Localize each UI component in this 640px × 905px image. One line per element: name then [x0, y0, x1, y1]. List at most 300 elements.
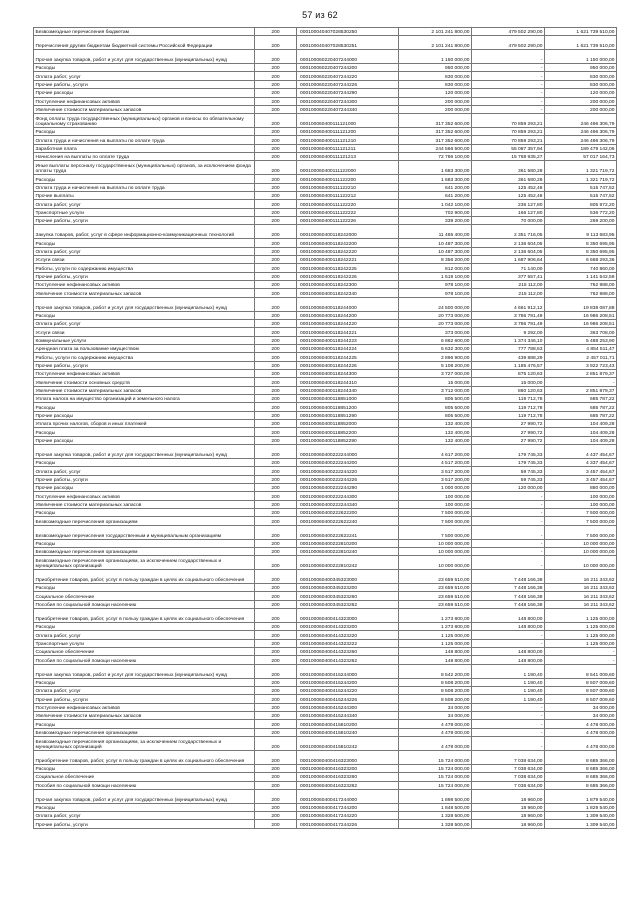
- budget-classification-code-cell: 000100060400118852290: [297, 436, 399, 444]
- executed-amount-cell: 70 859 293,21: [472, 136, 545, 144]
- expense-name-cell: Безвозмездные перечисления бюджетам: [34, 28, 255, 36]
- remaining-amount-cell: 100 000,00: [545, 492, 617, 500]
- line-code-cell: 200: [255, 183, 297, 191]
- line-code-cell: 200: [255, 720, 297, 728]
- line-code-cell: 200: [255, 664, 297, 678]
- approved-amount-cell: 5 632 300,00: [399, 344, 472, 352]
- executed-amount-cell: 27 990,72: [472, 420, 545, 428]
- line-code-cell: 200: [255, 105, 297, 113]
- executed-amount-cell: 70 000,00: [472, 217, 545, 225]
- line-code-cell: 200: [255, 97, 297, 105]
- approved-amount-cell: 148 800,00: [399, 648, 472, 656]
- line-code-cell: 200: [255, 264, 297, 272]
- expense-name-cell: Фонд оплаты труда государственных (муниципальных) органов и взносы по обязательному социальному страхованию: [34, 114, 255, 128]
- approved-amount-cell: 3 517 200,00: [399, 467, 472, 475]
- remaining-amount-cell: 1 141 542,59: [545, 272, 617, 280]
- budget-classification-code-cell: 000100060400118244225: [297, 353, 399, 361]
- executed-amount-cell: -: [472, 89, 545, 97]
- remaining-amount-cell: 16 211 343,62: [545, 600, 617, 608]
- expense-name-cell: Расходы: [34, 403, 255, 411]
- remaining-amount-cell: 1 621 739 510,00: [545, 28, 617, 36]
- executed-amount-cell: 479 502 290,00: [472, 36, 545, 50]
- budget-classification-code-cell: 000100060400118244223: [297, 336, 399, 344]
- budget-classification-code-cell: 000100060400222244226: [297, 475, 399, 483]
- remaining-amount-cell: 830 000,00: [545, 72, 617, 80]
- line-code-cell: 200: [255, 556, 297, 570]
- remaining-amount-cell: 3 457 454,67: [545, 475, 617, 483]
- expense-name-cell: Прочая закупка товаров, работ и услуг для государственных (муниципальных) нужд: [34, 789, 255, 803]
- expense-name-cell: Прочие работы, услуги: [34, 820, 255, 828]
- remaining-amount-cell: 1 125 000,00: [545, 623, 617, 631]
- line-code-cell: 200: [255, 411, 297, 419]
- table-row: [34, 737, 617, 751]
- approved-amount-cell: 23 659 510,00: [399, 600, 472, 608]
- approved-amount-cell: 3 517 200,00: [399, 475, 472, 483]
- budget-classification-code-cell: 000100060220407244340: [297, 105, 399, 113]
- approved-amount-cell: 978 100,00: [399, 289, 472, 297]
- approved-amount-cell: 830 000,00: [399, 72, 472, 80]
- approved-amount-cell: 200 000,00: [399, 105, 472, 113]
- budget-classification-code-cell: 000100060400118244300: [297, 370, 399, 378]
- remaining-amount-cell: 762 988,00: [545, 281, 617, 289]
- table-row: [34, 773, 617, 781]
- remaining-amount-cell: 57 017 164,73: [545, 153, 617, 161]
- approved-amount-cell: 6 862 600,00: [399, 336, 472, 344]
- approved-amount-cell: 1 273 800,00: [399, 623, 472, 631]
- remaining-amount-cell: 100 000,00: [545, 500, 617, 508]
- expense-name-cell: Прочая закупка товаров, работ и услуг для государственных (муниципальных) нужд: [34, 664, 255, 678]
- line-code-cell: 200: [255, 436, 297, 444]
- line-code-cell: 200: [255, 72, 297, 80]
- remaining-amount-cell: 34 000,00: [545, 703, 617, 711]
- expense-name-cell: Увеличение стоимости материальных запасов: [34, 386, 255, 394]
- executed-amount-cell: 9 292,00: [472, 328, 545, 336]
- expense-name-cell: Прочие работы, услуги: [34, 217, 255, 225]
- remaining-amount-cell: 19 838 087,88: [545, 297, 617, 311]
- table-row: [34, 484, 617, 492]
- budget-classification-code-cell: 000100060400118244200: [297, 311, 399, 319]
- remaining-amount-cell: 1 829 540,00: [545, 803, 617, 811]
- remaining-amount-cell: 1 321 719,72: [545, 175, 617, 183]
- expenditure-table: [33, 27, 617, 829]
- line-code-cell: 200: [255, 255, 297, 263]
- budget-classification-code-cell: 000100060400416323260: [297, 773, 399, 781]
- remaining-amount-cell: 7 500 000,00: [545, 525, 617, 539]
- executed-amount-cell: -: [472, 720, 545, 728]
- table-row: [34, 183, 617, 191]
- table-row: [34, 592, 617, 600]
- executed-amount-cell: 59 745,33: [472, 475, 545, 483]
- executed-amount-cell: 479 502 290,00: [472, 28, 545, 36]
- approved-amount-cell: 8 356 200,00: [399, 255, 472, 263]
- expense-name-cell: Расходы: [34, 584, 255, 592]
- remaining-amount-cell: 4 854 511,47: [545, 344, 617, 352]
- remaining-amount-cell: 2 457 011,71: [545, 353, 617, 361]
- table-row: [34, 631, 617, 639]
- approved-amount-cell: 641 200,00: [399, 192, 472, 200]
- remaining-amount-cell: 269 200,00: [545, 217, 617, 225]
- approved-amount-cell: 1 125 000,00: [399, 639, 472, 647]
- table-row: [34, 458, 617, 466]
- expense-name-cell: Прочие работы, услуги: [34, 695, 255, 703]
- remaining-amount-cell: 10 000 000,00: [545, 556, 617, 570]
- budget-classification-code-cell: 000100060400111122200: [297, 175, 399, 183]
- line-code-cell: 200: [255, 686, 297, 694]
- budget-classification-code-cell: 000100060400111121000: [297, 114, 399, 128]
- budget-classification-code-cell: 000100060400222244000: [297, 445, 399, 459]
- approved-amount-cell: 120 000,00: [399, 89, 472, 97]
- approved-amount-cell: 200 000,00: [399, 97, 472, 105]
- line-code-cell: 200: [255, 247, 297, 255]
- budget-classification-code-cell: 000100060400415244000: [297, 664, 399, 678]
- budget-classification-code-cell: 000100060400118242225: [297, 264, 399, 272]
- remaining-amount-cell: 189 479 142,06: [545, 144, 617, 152]
- expense-name-cell: Услуги связи: [34, 255, 255, 263]
- expense-name-cell: Расходы: [34, 764, 255, 772]
- line-code-cell: 200: [255, 239, 297, 247]
- expense-name-cell: Работы, услуги по содержанию имущества: [34, 264, 255, 272]
- executed-amount-cell: -: [472, 517, 545, 525]
- executed-amount-cell: 361 580,28: [472, 161, 545, 175]
- table-row: [34, 217, 617, 225]
- table-row: [34, 600, 617, 608]
- expense-name-cell: Оплата работ, услуг: [34, 200, 255, 208]
- executed-amount-cell: 148 800,00: [472, 623, 545, 631]
- table-row: [34, 239, 617, 247]
- executed-amount-cell: -: [472, 728, 545, 736]
- line-code-cell: 200: [255, 728, 297, 736]
- line-code-cell: 200: [255, 36, 297, 50]
- executed-amount-cell: 27 990,72: [472, 436, 545, 444]
- table-row: [34, 728, 617, 736]
- remaining-amount-cell: 2 851 879,37: [545, 370, 617, 378]
- approved-amount-cell: 1 683 300,00: [399, 161, 472, 175]
- executed-amount-cell: -: [472, 639, 545, 647]
- line-code-cell: 200: [255, 570, 297, 584]
- line-code-cell: 200: [255, 319, 297, 327]
- table-row: [34, 289, 617, 297]
- approved-amount-cell: 805 500,00: [399, 403, 472, 411]
- table-row: [34, 547, 617, 555]
- line-code-cell: 200: [255, 144, 297, 152]
- expense-name-cell: Расходы: [34, 311, 255, 319]
- expense-name-cell: Заработная плата: [34, 144, 255, 152]
- executed-amount-cell: 236 127,80: [472, 200, 545, 208]
- budget-classification-code-cell: 000100060400222244340: [297, 500, 399, 508]
- executed-amount-cell: -: [472, 703, 545, 711]
- budget-classification-code-cell: 000100060400416323200: [297, 764, 399, 772]
- table-row: [34, 517, 617, 525]
- line-code-cell: 200: [255, 631, 297, 639]
- line-code-cell: 200: [255, 648, 297, 656]
- remaining-amount-cell: 1 125 000,00: [545, 631, 617, 639]
- line-code-cell: 200: [255, 225, 297, 239]
- expense-name-cell: Расходы: [34, 128, 255, 136]
- approved-amount-cell: 20 773 000,00: [399, 311, 472, 319]
- table-row: [34, 225, 617, 239]
- expense-name-cell: Оплата работ, услуг: [34, 686, 255, 694]
- line-code-cell: 200: [255, 781, 297, 789]
- budget-classification-code-cell: 000100060400417244000: [297, 789, 399, 803]
- expense-name-cell: Расходы: [34, 458, 255, 466]
- expense-name-cell: Прочие работы, услуги: [34, 475, 255, 483]
- remaining-amount-cell: 8 685 366,00: [545, 773, 617, 781]
- remaining-amount-cell: 16 211 343,62: [545, 592, 617, 600]
- budget-classification-code-cell: 000100060400118851000: [297, 395, 399, 403]
- table-row: [34, 114, 617, 128]
- budget-classification-code-cell: 000100060400118244221: [297, 328, 399, 336]
- table-row: [34, 344, 617, 352]
- expense-name-cell: Поступление нефинансовых активов: [34, 492, 255, 500]
- line-code-cell: 200: [255, 361, 297, 369]
- executed-amount-cell: -: [472, 492, 545, 500]
- budget-classification-code-cell: 000100060400415810242: [297, 737, 399, 751]
- approved-amount-cell: 11 465 400,00: [399, 225, 472, 239]
- executed-amount-cell: 120 000,00: [472, 484, 545, 492]
- budget-classification-code-cell: 000100060400118244310: [297, 378, 399, 386]
- remaining-amount-cell: 1 321 719,72: [545, 161, 617, 175]
- table-row: [34, 378, 617, 386]
- budget-classification-code-cell: 000100060400111122222: [297, 208, 399, 216]
- line-code-cell: 200: [255, 517, 297, 525]
- table-row: [34, 36, 617, 50]
- remaining-amount-cell: 8 507 009,60: [545, 686, 617, 694]
- table-row: [34, 656, 617, 664]
- executed-amount-cell: 3 786 791,49: [472, 319, 545, 327]
- line-code-cell: 200: [255, 803, 297, 811]
- page-number: 57 из 62: [302, 10, 338, 20]
- executed-amount-cell: -: [472, 509, 545, 517]
- line-code-cell: 200: [255, 386, 297, 394]
- executed-amount-cell: 179 745,33: [472, 458, 545, 466]
- budget-classification-code-cell: 000100060400415244300: [297, 703, 399, 711]
- line-code-cell: 200: [255, 128, 297, 136]
- approved-amount-cell: 10 000 000,00: [399, 547, 472, 555]
- approved-amount-cell: 317 352 600,00: [399, 114, 472, 128]
- line-code-cell: 200: [255, 484, 297, 492]
- budget-classification-code-cell: 000100060400118244224: [297, 344, 399, 352]
- line-code-cell: 200: [255, 467, 297, 475]
- budget-classification-code-cell: 000100060400415810240: [297, 728, 399, 736]
- expense-name-cell: Оплата труда и начисления на выплаты по оплате труда: [34, 183, 255, 191]
- remaining-amount-cell: 762 988,00: [545, 289, 617, 297]
- budget-classification-code-cell: 000100060400111122210: [297, 183, 399, 191]
- approved-amount-cell: 132 400,00: [399, 436, 472, 444]
- executed-amount-cell: 1 190,40: [472, 664, 545, 678]
- approved-amount-cell: 34 000,00: [399, 703, 472, 711]
- executed-amount-cell: 18 960,00: [472, 789, 545, 803]
- expense-name-cell: Расходы: [34, 720, 255, 728]
- executed-amount-cell: 55 087 357,94: [472, 144, 545, 152]
- line-code-cell: 200: [255, 328, 297, 336]
- line-code-cell: 200: [255, 208, 297, 216]
- executed-amount-cell: 179 745,33: [472, 445, 545, 459]
- budget-classification-code-cell: 000100060400111121211: [297, 144, 399, 152]
- executed-amount-cell: 1 190,40: [472, 678, 545, 686]
- table-row: [34, 105, 617, 113]
- approved-amount-cell: 1 125 000,00: [399, 631, 472, 639]
- expense-name-cell: Прочая закупка товаров, работ и услуг для государственных (муниципальных) нужд: [34, 50, 255, 64]
- table-row: [34, 370, 617, 378]
- remaining-amount-cell: -: [545, 656, 617, 664]
- expense-name-cell: Расходы: [34, 175, 255, 183]
- remaining-amount-cell: 8 350 695,95: [545, 239, 617, 247]
- executed-amount-cell: -: [472, 737, 545, 751]
- line-code-cell: 200: [255, 703, 297, 711]
- approved-amount-cell: 10 487 300,00: [399, 247, 472, 255]
- remaining-amount-cell: 104 409,28: [545, 428, 617, 436]
- expense-name-cell: Уплата налога на имущество организаций и земельного налога: [34, 395, 255, 403]
- executed-amount-cell: -: [472, 64, 545, 72]
- executed-amount-cell: -: [472, 547, 545, 555]
- remaining-amount-cell: 950 000,00: [545, 64, 617, 72]
- budget-classification-code-cell: 000100060400118244220: [297, 319, 399, 327]
- expense-name-cell: Пособия по социальной помощи населению: [34, 781, 255, 789]
- remaining-amount-cell: 8 685 366,00: [545, 750, 617, 764]
- table-row: [34, 500, 617, 508]
- budget-classification-code-cell: 000100040407028530250: [297, 28, 399, 36]
- table-row: [34, 492, 617, 500]
- table-row: [34, 200, 617, 208]
- remaining-amount-cell: 8 507 009,60: [545, 678, 617, 686]
- budget-classification-code-cell: 000100060400415244340: [297, 712, 399, 720]
- remaining-amount-cell: 10 000 000,00: [545, 539, 617, 547]
- executed-amount-cell: 70 859 293,21: [472, 114, 545, 128]
- table-row: [34, 192, 617, 200]
- line-code-cell: 200: [255, 114, 297, 128]
- table-row: [34, 648, 617, 656]
- line-code-cell: 200: [255, 773, 297, 781]
- table-row: [34, 686, 617, 694]
- approved-amount-cell: 10 487 300,00: [399, 239, 472, 247]
- remaining-amount-cell: 685 787,22: [545, 403, 617, 411]
- approved-amount-cell: 317 352 600,00: [399, 128, 472, 136]
- line-code-cell: 200: [255, 712, 297, 720]
- expense-name-cell: Расходы: [34, 623, 255, 631]
- expense-name-cell: Оплата работ, услуг: [34, 319, 255, 327]
- expense-name-cell: Безвозмездные перечисления организациям: [34, 547, 255, 555]
- table-row: [34, 353, 617, 361]
- budget-classification-code-cell: 000100060400118852200: [297, 428, 399, 436]
- table-row: [34, 678, 617, 686]
- expense-name-cell: Арендная плата за пользование имуществом: [34, 344, 255, 352]
- table-row: [34, 80, 617, 88]
- line-code-cell: 200: [255, 344, 297, 352]
- table-row: [34, 328, 617, 336]
- table-row: [34, 50, 617, 64]
- remaining-amount-cell: -: [545, 648, 617, 656]
- budget-classification-code-cell: 000100060400417244226: [297, 820, 399, 828]
- approved-amount-cell: 339 200,00: [399, 217, 472, 225]
- budget-classification-code-cell: 000100060400118242220: [297, 247, 399, 255]
- expense-name-cell: Пособия по социальной помощи населению: [34, 600, 255, 608]
- approved-amount-cell: 7 500 000,00: [399, 509, 472, 517]
- budget-classification-code-cell: 000100060400118244340: [297, 386, 399, 394]
- executed-amount-cell: -: [472, 80, 545, 88]
- budget-classification-code-cell: 000100060400415244220: [297, 686, 399, 694]
- executed-amount-cell: 875 120,63: [472, 370, 545, 378]
- expense-name-cell: Транспортные услуги: [34, 639, 255, 647]
- expense-name-cell: Прочие работы, услуги: [34, 80, 255, 88]
- approved-amount-cell: 805 500,00: [399, 395, 472, 403]
- remaining-amount-cell: 200 000,00: [545, 105, 617, 113]
- remaining-amount-cell: 120 000,00: [545, 89, 617, 97]
- expense-name-cell: Коммунальные услуги: [34, 336, 255, 344]
- table-row: [34, 208, 617, 216]
- table-row: [34, 475, 617, 483]
- remaining-amount-cell: 16 211 343,62: [545, 584, 617, 592]
- expense-name-cell: Расходы: [34, 64, 255, 72]
- budget-classification-code-cell: 000100060400222810200: [297, 539, 399, 547]
- approved-amount-cell: 805 500,00: [399, 411, 472, 419]
- approved-amount-cell: 812 000,00: [399, 264, 472, 272]
- remaining-amount-cell: 10 000 000,00: [545, 547, 617, 555]
- approved-amount-cell: 23 659 510,00: [399, 570, 472, 584]
- executed-amount-cell: -: [472, 72, 545, 80]
- executed-amount-cell: 7 448 166,38: [472, 600, 545, 608]
- budget-classification-code-cell: 000100060400414323260: [297, 648, 399, 656]
- budget-classification-code-cell: 000100060400415244226: [297, 695, 399, 703]
- expense-name-cell: Оплата работ, услуг: [34, 631, 255, 639]
- budget-classification-code-cell: 000100060400111121200: [297, 128, 399, 136]
- line-code-cell: 200: [255, 584, 297, 592]
- table-row: [34, 161, 617, 175]
- executed-amount-cell: 1 185 476,57: [472, 361, 545, 369]
- table-row: [34, 712, 617, 720]
- table-row: [34, 720, 617, 728]
- remaining-amount-cell: 2 851 879,37: [545, 386, 617, 394]
- expense-name-cell: Оплата работ, услуг: [34, 467, 255, 475]
- expense-name-cell: Оплата работ, услуг: [34, 247, 255, 255]
- expense-name-cell: Расходы: [34, 509, 255, 517]
- expense-name-cell: Услуги связи: [34, 328, 255, 336]
- table-row: [34, 639, 617, 647]
- budget-classification-code-cell: 000100060220407244226: [297, 80, 399, 88]
- table-row: [34, 570, 617, 584]
- budget-classification-code-cell: 000100060400414323262: [297, 656, 399, 664]
- expense-name-cell: Увеличение стоимости материальных запасов: [34, 105, 255, 113]
- executed-amount-cell: 71 140,00: [472, 264, 545, 272]
- budget-classification-code-cell: 000100060400416323262: [297, 781, 399, 789]
- table-row: [34, 750, 617, 764]
- approved-amount-cell: 1 519 100,00: [399, 272, 472, 280]
- expense-name-cell: Безвозмездные перечисления организациям, за исключением государственных и муниципальных организаций: [34, 556, 255, 570]
- approved-amount-cell: 23 659 510,00: [399, 584, 472, 592]
- budget-classification-code-cell: 000100060400222244220: [297, 467, 399, 475]
- line-code-cell: 200: [255, 28, 297, 36]
- expense-name-cell: Оплата работ, услуг: [34, 72, 255, 80]
- table-row: [34, 812, 617, 820]
- approved-amount-cell: 24 500 000,00: [399, 297, 472, 311]
- remaining-amount-cell: 7 500 000,00: [545, 517, 617, 525]
- approved-amount-cell: 100 000,00: [399, 500, 472, 508]
- expense-name-cell: Прочие выплаты: [34, 192, 255, 200]
- remaining-amount-cell: 4 478 000,00: [545, 720, 617, 728]
- line-code-cell: 200: [255, 420, 297, 428]
- executed-amount-cell: 7 448 166,38: [472, 570, 545, 584]
- expense-name-cell: Прочие расходы: [34, 484, 255, 492]
- approved-amount-cell: 1 273 800,00: [399, 609, 472, 623]
- executed-amount-cell: -: [472, 105, 545, 113]
- table-row: [34, 428, 617, 436]
- table-row: [34, 311, 617, 319]
- executed-amount-cell: 2 136 604,05: [472, 247, 545, 255]
- executed-amount-cell: 377 557,41: [472, 272, 545, 280]
- expense-name-cell: Приобретение товаров, работ, услуг в пользу граждан в целях их социального обеспечения: [34, 609, 255, 623]
- approved-amount-cell: 1 328 500,00: [399, 812, 472, 820]
- expense-name-cell: Перечисления другим бюджетам бюджетной системы Российской Федерации: [34, 36, 255, 50]
- approved-amount-cell: 1 000 000,00: [399, 484, 472, 492]
